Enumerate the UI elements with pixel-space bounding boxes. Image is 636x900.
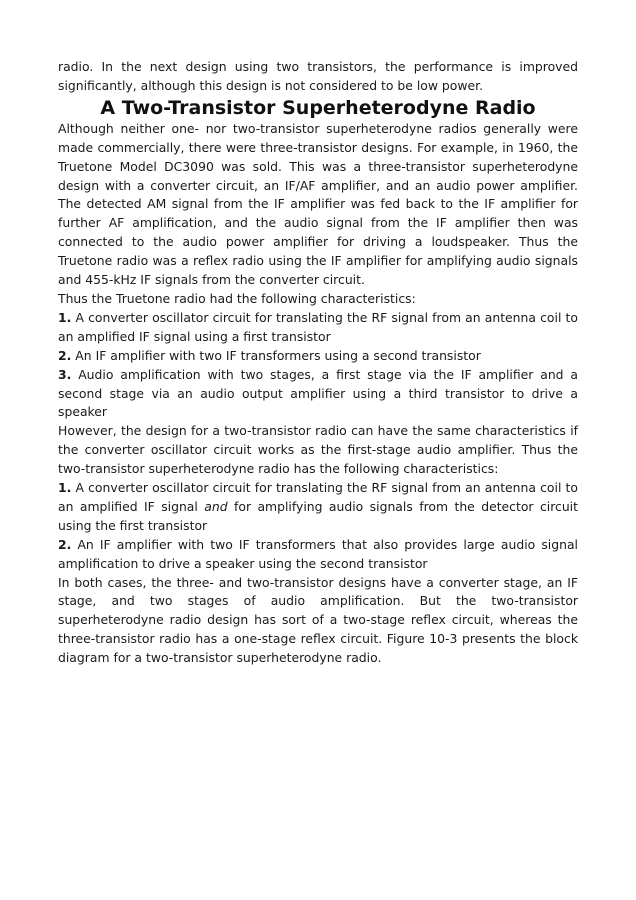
- list-item-number: 1.: [58, 309, 72, 325]
- body-paragraph-2: Thus the Truetone radio had the following characteristics:: [58, 290, 416, 306]
- list-item-number: 3.: [58, 366, 72, 382]
- list-item: [58, 479, 578, 536]
- list-item-text: An IF amplifier with two IF transformers using a second transistor: [75, 347, 481, 363]
- body-paragraph-4: In both cases, the three- and two-transistor designs have a converter stage, an IF stage, and two stages of audio amplification. But the two-transistor superheterodyne radio design has sort of a two-stage reflex circuit, whereas the three-transistor radio has a one-stage reflex circuit. Figure 10-3 presents the block diagram for a two-transistor superheterodyne radio.: [58, 574, 578, 666]
- list-item-text: An IF amplifier with two IF transformers that also provides large audio signal amplification to drive a speaker using the second transistor: [58, 536, 578, 571]
- intro-paragraph: radio. In the next design using two transistors, the performance is improved significantly, although this design is not considered to be low power.: [58, 59, 578, 93]
- section-heading: A Two-Transistor Superheterodyne Radio: [100, 96, 536, 119]
- list-item: [58, 309, 578, 347]
- list-item: [58, 366, 578, 423]
- body-paragraph-3: However, the design for a two-transistor radio can have the same characteristics if the converter oscillator circuit works as the first-stage audio amplifier. Thus the two-transistor superheterodyne radio has the following characteristics:: [58, 423, 578, 477]
- body-paragraph-1: Although neither one- nor two-transistor superheterodyne radios generally were made commercially, there were three-transistor designs. For example, in 1960, the Truetone Model DC3090 was sold. This was a three-transistor superheterodyne design with a converter circuit, an IF/AF amplifier, and an audio power amplifier. The detected AM signal from the IF amplifier was fed back to the IF amplifier for further AF amplification, and the audio signal from the IF amplifier then was connected to the audio power amplifier for driving a loudspeaker. Thus the Truetone radio was a reflex radio using the IF amplifier for amplifying audio signals and 455-kHz IF signals from the converter circuit.: [58, 120, 578, 288]
- list-item: [58, 347, 578, 366]
- list-item-text: A converter oscillator circuit for translating the RF signal from an antenna coil to an amplified IF signal: [58, 480, 578, 514]
- list-item-text: A converter oscillator circuit for translating the RF signal from an antenna coil to an amplified IF signal using a first transistor: [58, 309, 578, 344]
- list-item-emphasis: and: [204, 498, 228, 514]
- document-page: [58, 58, 578, 668]
- list-item: [58, 536, 578, 574]
- list-item-text-continued: for amplifying audio signals from the detector circuit using the first transistor: [58, 498, 578, 533]
- list-item-number: 2.: [58, 347, 72, 363]
- list-item-number: 1.: [58, 480, 72, 496]
- list-item-text: Audio amplification with two stages, a first stage via the IF amplifier and a second stage via an audio output amplifier using a third transistor to drive a speaker: [58, 366, 578, 420]
- list-item-number: 2.: [58, 536, 72, 552]
